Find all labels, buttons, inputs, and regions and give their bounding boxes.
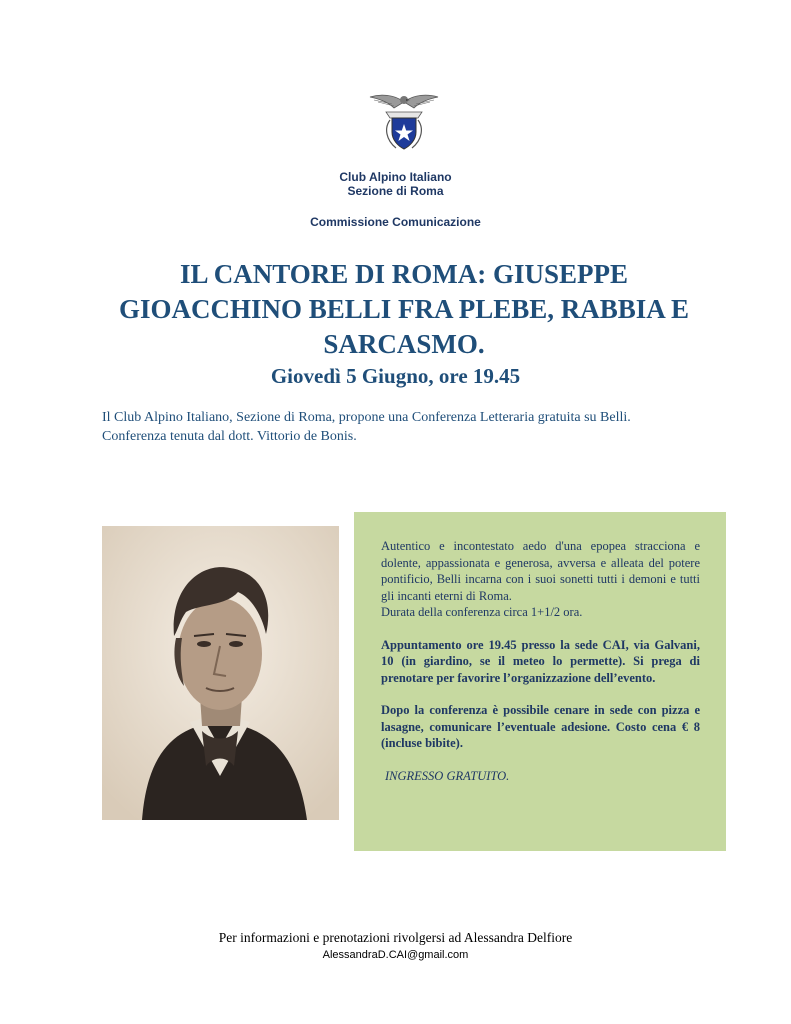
info-text <box>381 538 700 800</box>
belli-portrait <box>102 526 339 820</box>
intro-text <box>102 408 706 446</box>
intro-line: Il Club Alpino Italiano, Sezione di Roma, propone una Conferenza Letteraria gratuita su Belli. <box>102 410 631 425</box>
event-date: Giovedì 5 Giugno, ore 19.45 <box>270 364 521 388</box>
commission-name: Commissione Comunicazione <box>310 215 481 229</box>
appointment-text: Appuntamento ore 19.45 presso la sede CAI, via Galvani, 10 (in giardino, se il meteo lo permette). Si prega di prenotare per favorire l’organizzazione dell’evento. <box>381 637 700 685</box>
entry-text: INGRESSO GRATUITO. <box>385 768 510 783</box>
dinner-text: Dopo la conferenza è possibile cenare in sede con pizza e lasagne, comunicare l’eventuale adesione. Costo cena € 8 (incluse bibite). <box>381 703 700 750</box>
contact-email[interactable]: AlessandraD.CAI@gmail.com <box>322 949 469 961</box>
cai-logo <box>368 88 440 152</box>
description-text: Autentico e incontestato aedo d'una epopea stracciona e dolente, appassionata e generosa, avversa e alleata del potere pontificio, Belli incarna con i suoi sonetti tutti i demoni e tutti gli incanti eterni di Roma. <box>381 539 700 603</box>
org-name: Club Alpino Italiano <box>339 170 452 184</box>
section-name: Sezione di Roma <box>347 184 444 198</box>
info-box <box>354 512 726 851</box>
speaker-line: Conferenza tenuta dal dott. Vittorio de Bonis. <box>102 429 357 444</box>
event-title: IL CANTORE DI ROMA: GIUSEPPE GIOACCHINO BELLI FRA PLEBE, RABBIA E SARCASMO. <box>118 259 690 359</box>
duration-text: Durata della conferenza circa 1+1/2 ora. <box>381 605 583 619</box>
footer-info: Per informazioni e prenotazioni rivolgersi ad Alessandra Delfiore <box>218 930 573 945</box>
